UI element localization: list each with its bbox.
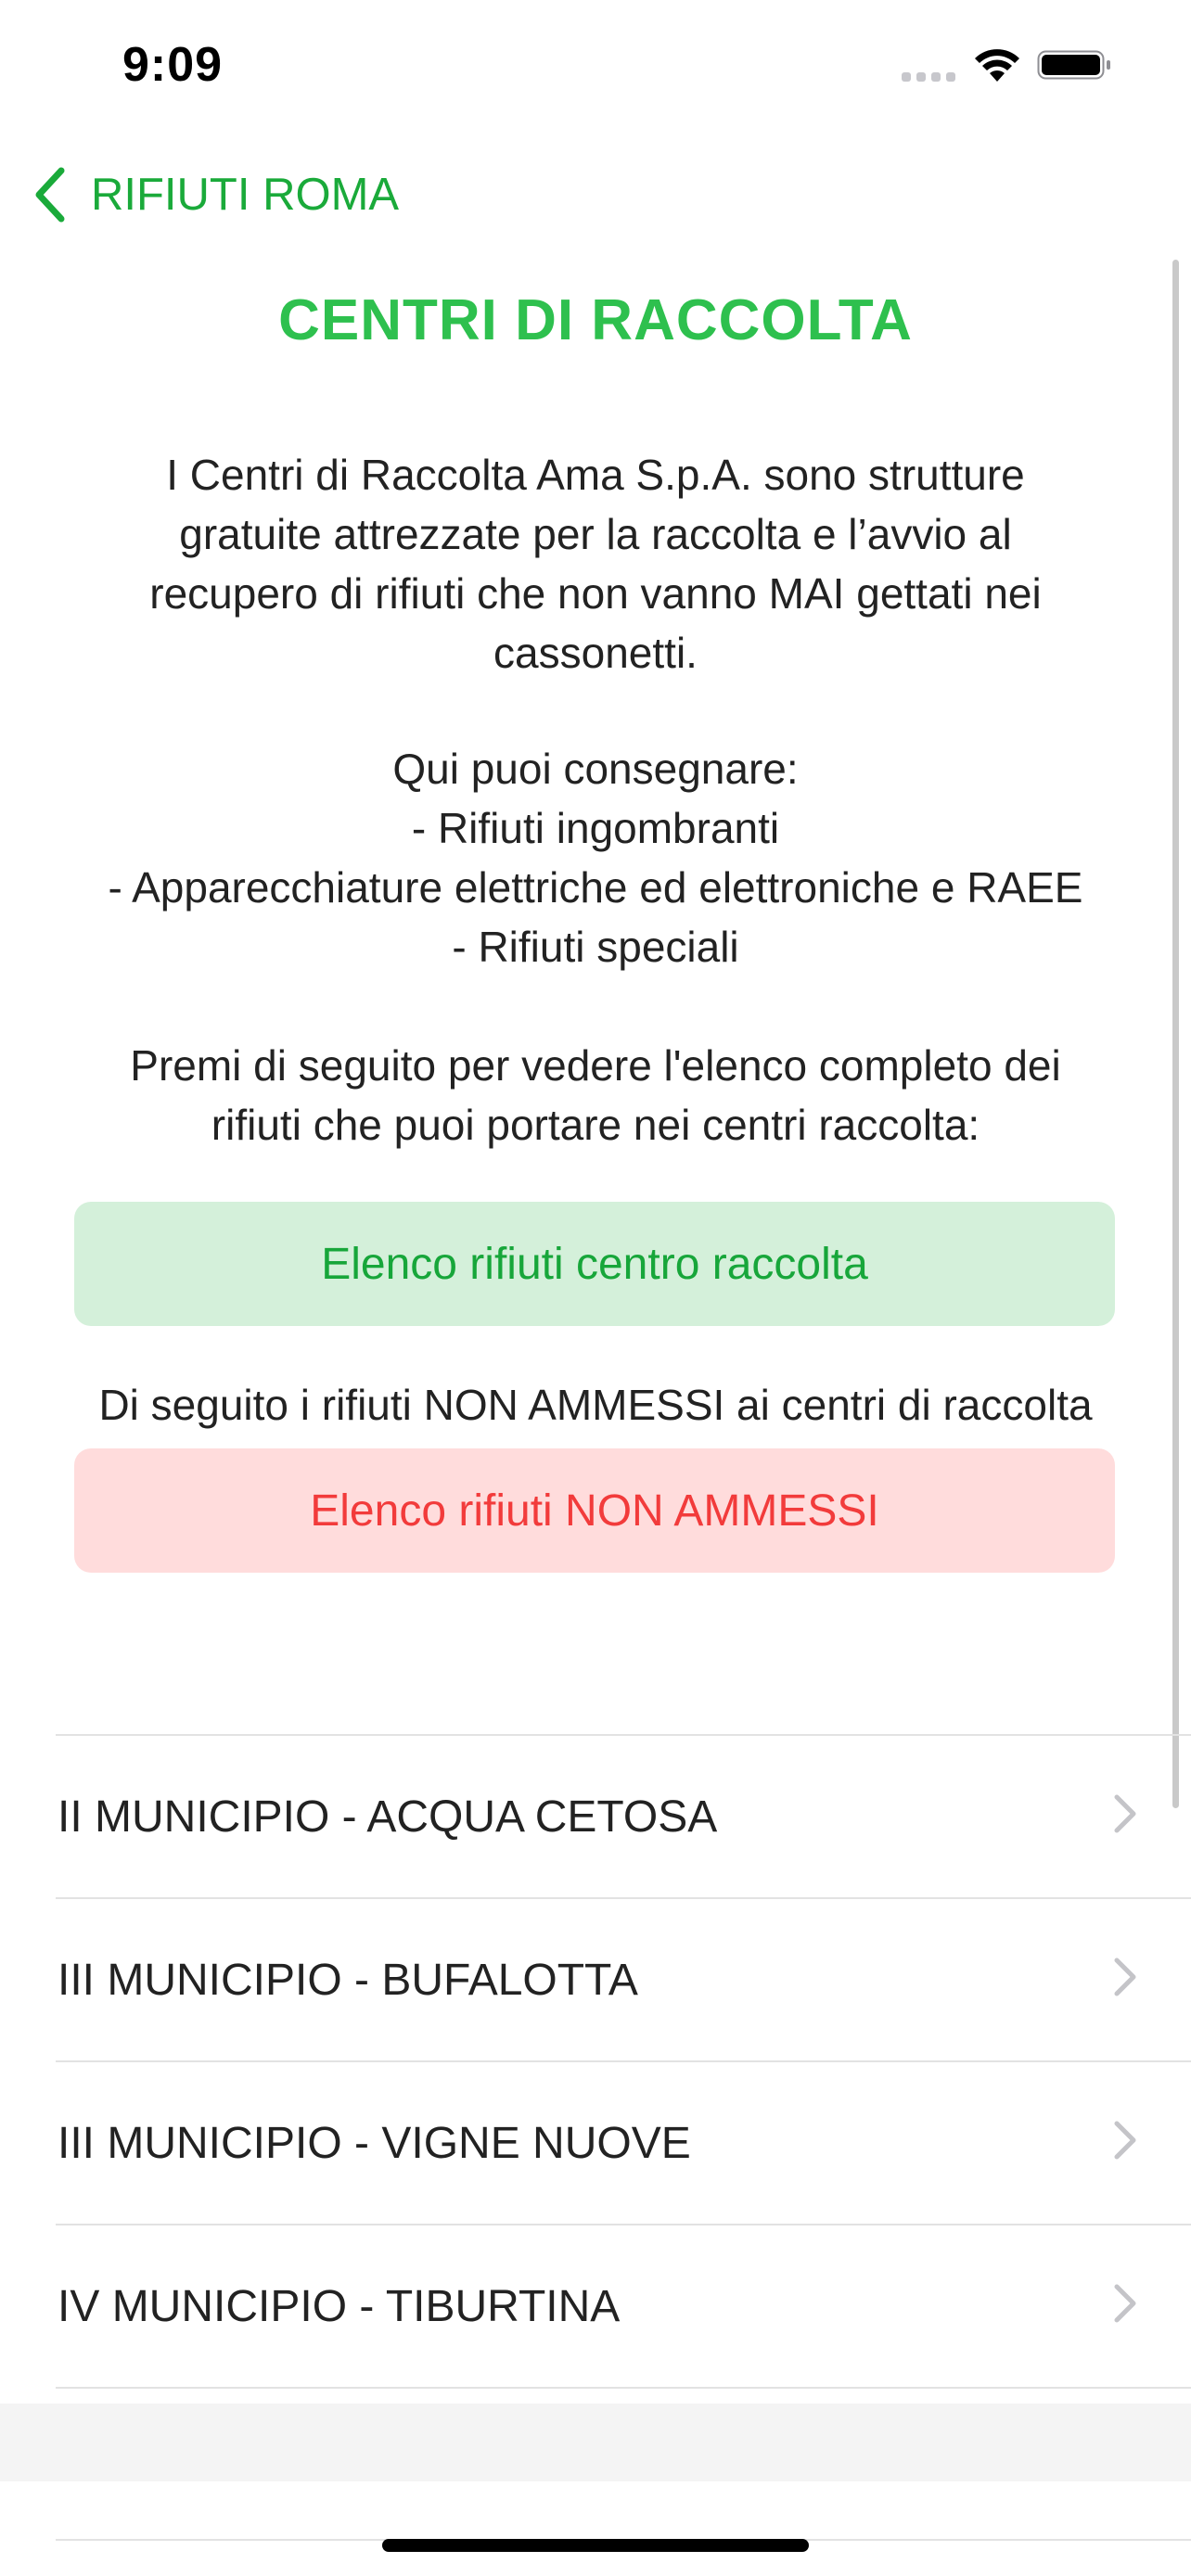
consegna-line: - Rifiuti ingombranti [411,804,780,852]
status-time: 9:09 [122,38,224,92]
intro-text [19,445,1172,682]
premi-line: rifiuti che puoi portare nei centri raccolta: [211,1101,980,1149]
list-divider [56,2387,1191,2389]
chevron-right-icon [1113,1793,1137,1834]
chevron-right-icon [1113,2120,1137,2161]
scroll-indicator[interactable] [1172,260,1179,1808]
elenco-non-ammessi-button[interactable]: Elenco rifiuti NON AMMESSI [74,1448,1115,1573]
status-bar [0,0,1191,130]
wifi-icon [972,46,1022,83]
consegna-text [19,739,1172,976]
list-item[interactable] [56,2224,1191,2387]
consegna-line: - Rifiuti speciali [452,923,739,971]
list-item[interactable] [56,1734,1191,1897]
chevron-right-icon [1113,1957,1137,1997]
battery-icon [1037,50,1113,80]
consegna-line: - Apparecchiature elettriche ed elettroniche e RAEE [108,863,1083,912]
list-item-label: III MUNICIPIO - VIGNE NUOVE [58,2118,691,2168]
list-item-label: II MUNICIPIO - ACQUA CETOSA [58,1792,718,1842]
list-item[interactable] [56,1897,1191,2060]
non-ammessi-text: Di seguito i rifiuti NON AMMESSI ai centri di raccolta [98,1381,1093,1429]
home-indicator[interactable] [382,2539,809,2552]
list-item[interactable] [56,2060,1191,2224]
intro-line: recupero di rifiuti che non vanno MAI gettati nei [149,569,1042,618]
back-button-label: RIFIUTI ROMA [91,170,400,220]
section-separator [0,2404,1191,2481]
list-item-label: III MUNICIPIO - BUFALOTTA [58,1955,638,2005]
elenco-rifiuti-button[interactable]: Elenco rifiuti centro raccolta [74,1202,1115,1326]
signal-icon [902,72,957,82]
chevron-left-icon [33,167,67,223]
intro-line: I Centri di Raccolta Ama S.p.A. sono strutture [166,451,1025,499]
back-button[interactable] [33,158,399,232]
premi-line: Premi di seguito per vedere l'elenco completo dei [130,1041,1061,1090]
premi-text [19,1036,1172,1154]
consegna-line: Qui puoi consegnare: [392,745,799,793]
chevron-right-icon [1113,2283,1137,2324]
intro-line: cassonetti. [493,629,698,677]
intro-line: gratuite attrezzate per la raccolta e l’avvio al [179,510,1012,558]
centri-list [56,1734,1191,2389]
page-title: CENTRI DI RACCOLTA [278,288,913,352]
list-item-label: IV MUNICIPIO - TIBURTINA [58,2281,621,2331]
